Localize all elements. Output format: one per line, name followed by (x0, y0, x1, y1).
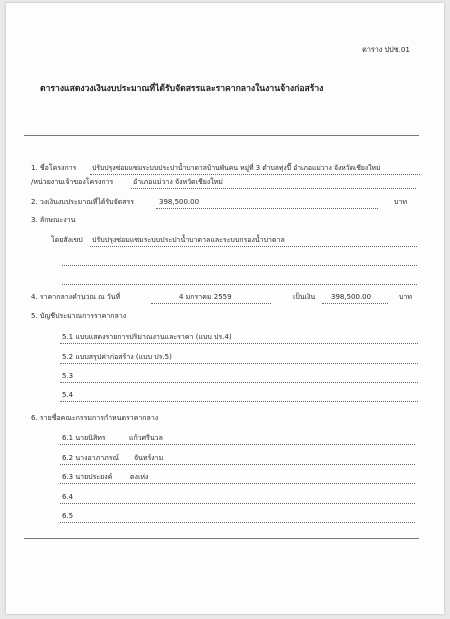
estimate-item: 5.1 แบบแสดงรายการปริมาณงานและราคา (แบบ ปร.4) (62, 333, 232, 341)
summary-line-1 (90, 246, 417, 247)
summary-value: ปรับปรุงซ่อมแซมระบบประปาน้ำบาดาลและระบบกรองน้ำบาดาล (92, 236, 285, 244)
committee-member-surname: แก้วศรีนวล (129, 434, 163, 442)
document-page (6, 3, 444, 614)
project-name-label: 1. ชื่อโครงการ (31, 164, 77, 172)
committee-line (60, 483, 415, 484)
estimate-item: 5.3 (62, 372, 74, 380)
estimate-line (60, 401, 418, 402)
owner-value: อำเภอแม่วาง จังหวัดเชียงใหม่ (133, 178, 223, 186)
owner-label: /หน่วยงานเจ้าของโครงการ (31, 178, 114, 186)
summary-line-2 (62, 265, 417, 266)
committee-member-title: 6.3 นายประยงค์ (62, 473, 113, 481)
median-amount: 398,500.00 (331, 293, 372, 301)
owner-line (131, 188, 416, 189)
committee-line (60, 444, 415, 445)
work-type-label: 3. ลักษณะงาน (31, 216, 76, 224)
top-rule (24, 135, 419, 136)
committee-member-title: 6.4 (62, 493, 74, 501)
committee-label: 6. รายชื่อคณะกรรมการกำหนดราคากลาง (31, 414, 159, 422)
bottom-rule (24, 538, 419, 539)
committee-member-title: 6.5 (62, 512, 74, 520)
committee-member-surname: จันทร์งาม (134, 454, 164, 462)
project-name-line (90, 174, 420, 175)
estimate-line (60, 363, 418, 364)
estimate-list-label: 5. บัญชีประมาณการราคากลาง (31, 312, 127, 320)
date-line (151, 303, 271, 304)
budget-amount: 398,500.00 (159, 198, 200, 206)
budget-line (156, 208, 378, 209)
committee-line (60, 522, 415, 523)
committee-line (60, 503, 415, 504)
median-amount-line (322, 303, 388, 304)
estimate-item: 5.2 แบบสรุปค่าก่อสร้าง (แบบ ปร.5) (62, 353, 172, 361)
form-code: ตาราง ปปช.01 (362, 45, 410, 54)
document-title: ตารางแสดงวงเงินงบประมาณที่ได้รับจัดสรรและราคากลางในงานจ้างก่อสร้าง (40, 84, 324, 94)
summary-line-3 (62, 284, 417, 285)
median-amount-unit: บาท (399, 293, 412, 301)
estimate-line (60, 343, 418, 344)
estimate-item: 5.4 (62, 391, 74, 399)
budget-label: 2. วงเงินงบประมาณที่ได้รับจัดสรร (31, 198, 135, 206)
median-price-date: 4 มกราคม 2559 (179, 293, 232, 301)
median-price-label: 4. ราคากลางคำนวณ ณ วันที่ (31, 293, 121, 301)
committee-line (60, 464, 415, 465)
budget-unit: บาท (394, 198, 407, 206)
summary-label: โดยสังเขป (51, 236, 83, 244)
estimate-line (60, 382, 418, 383)
median-amount-label: เป็นเงิน (293, 293, 316, 301)
project-name-value: ปรับปรุงซ่อมแซมระบบประปาน้ำบาดาลบ้านพันคน หมู่ที่ 3 ตำบลทุ่งปี๊ อำเภอแม่วาง จังหวัดเชียงใหม่ (92, 164, 381, 172)
committee-member-title: 6.1 นายนิสิทร (62, 434, 106, 442)
committee-member-surname: ตงเห่ง (130, 473, 149, 481)
committee-member-title: 6.2 นางอาภาภรณ์ (62, 454, 120, 462)
